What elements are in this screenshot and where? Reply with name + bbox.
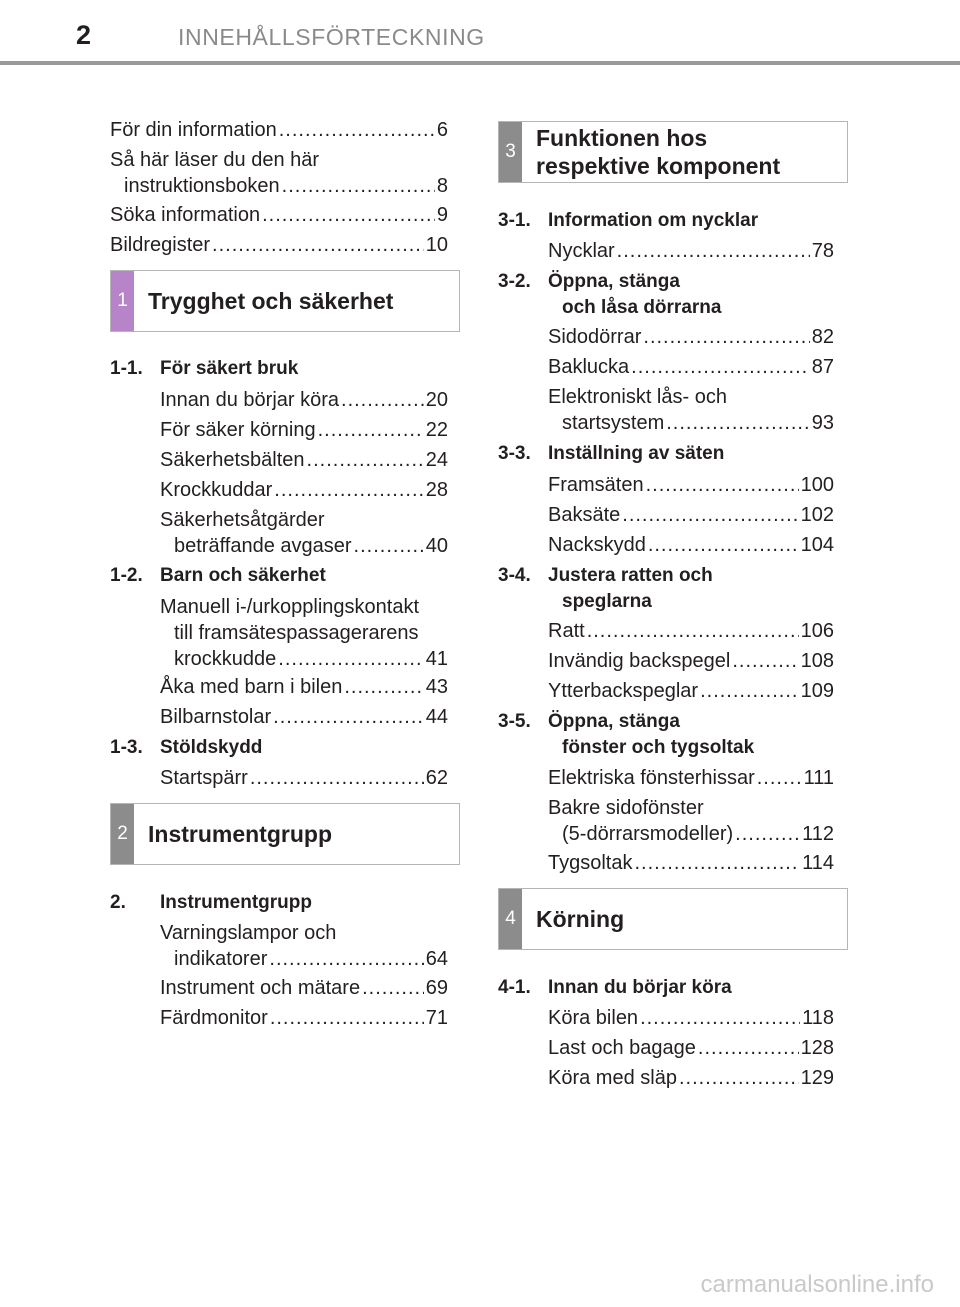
toc-entry[interactable]: Bilbarnstolar ..... 44 — [160, 704, 448, 730]
section-title-1: Trygghet och säkerhet — [148, 288, 394, 314]
toc-entry[interactable]: Säkerhetsåtgärder beträffande avgaser ..... 40 — [160, 507, 448, 559]
toc-entry[interactable]: Instrument och mätare ..... 69 — [160, 975, 448, 1001]
section-header-1[interactable] — [110, 270, 460, 332]
toc-entry[interactable]: Sidodörrar ..... 82 — [548, 324, 834, 350]
toc-entry[interactable]: Last och bagage ..... 128 — [548, 1035, 834, 1061]
section-title-3: Funktionen hos respektive komponent — [536, 125, 781, 179]
section-tab-4: 4 — [499, 889, 522, 949]
section-title-2: Instrumentgrupp — [148, 821, 332, 847]
chapter-heading-3-5: 3-5. Öppna, stänga fönster och tygsoltak — [498, 711, 755, 758]
toc-entry[interactable]: Krockkuddar ..... 28 — [160, 477, 448, 503]
chapter-heading-2: 2. Instrumentgrupp — [110, 892, 312, 913]
toc-entry[interactable]: Färdmonitor ..... 71 — [160, 1005, 448, 1031]
toc-entry[interactable]: Elektroniskt lås- och startsystem ..... 93 — [548, 384, 834, 436]
toc-entry[interactable]: Baksäte ..... 102 — [548, 502, 834, 528]
chapter-heading-1-2: 1-2. Barn och säkerhet — [110, 565, 326, 586]
toc-entry[interactable]: Nycklar ..... 78 — [548, 238, 834, 264]
toc-entry[interactable]: Ratt ..... 106 — [548, 618, 834, 644]
toc-entry[interactable]: Köra med släp ..... 129 — [548, 1065, 834, 1091]
toc-entry-info[interactable]: För din information ..... 6 — [110, 117, 448, 143]
toc-entry[interactable]: Tygsoltak ..... 114 — [548, 850, 834, 876]
toc-entry[interactable]: Invändig backspegel ..... 108 — [548, 648, 834, 674]
section-header-4[interactable] — [498, 888, 848, 950]
toc-entry[interactable]: Manuell i-/urkopplingskontakt till framsätespassagerarens krockkudde ..... 41 — [160, 594, 448, 672]
toc-entry[interactable]: Åka med barn i bilen ..... 43 — [160, 674, 448, 700]
section-tab-2: 2 — [111, 804, 134, 864]
chapter-heading-3-4: 3-4. Justera ratten och speglarna — [498, 565, 713, 612]
toc-entry[interactable]: Elektriska fönsterhissar ..... 111 — [548, 765, 834, 791]
toc-entry[interactable]: Framsäten ..... 100 — [548, 472, 834, 498]
toc-entry[interactable]: Baklucka ..... 87 — [548, 354, 834, 380]
watermark: carmanualsonline.info — [700, 1271, 934, 1298]
toc-entry[interactable]: Köra bilen ..... 118 — [548, 1005, 834, 1031]
header-divider — [0, 61, 960, 65]
toc-entry[interactable]: Innan du börjar köra ..... 20 — [160, 387, 448, 413]
chapter-heading-3-2: 3-2. Öppna, stänga och låsa dörrarna — [498, 271, 722, 318]
toc-entry[interactable]: Säkerhetsbälten ..... 24 — [160, 447, 448, 473]
section-tab-3: 3 — [499, 122, 522, 182]
toc-entry-search[interactable]: Söka information ..... 9 — [110, 202, 448, 228]
section-tab-1: 1 — [111, 271, 134, 331]
toc-entry[interactable]: Varningslampor och indikatorer ..... 64 — [160, 920, 448, 972]
chapter-heading-3-1: 3-1. Information om nycklar — [498, 210, 759, 231]
toc-entry-how-to-read[interactable]: Så här läser du den här instruktionsboken ..... 8 — [110, 147, 448, 199]
page-number: 2 — [76, 20, 92, 50]
toc-entry-picture-index[interactable]: Bildregister ..... 10 — [110, 232, 448, 258]
chapter-heading-1-1: 1-1. För säkert bruk — [110, 358, 299, 379]
page-title: INNEHÅLLSFÖRTECKNING — [178, 24, 485, 50]
section-header-3[interactable] — [498, 121, 848, 183]
toc-entry[interactable]: Ytterbackspeglar ..... 109 — [548, 678, 834, 704]
toc-entry[interactable]: Startspärr ..... 62 — [160, 765, 448, 791]
toc-entry[interactable]: För säker körning ..... 22 — [160, 417, 448, 443]
section-header-2[interactable] — [110, 803, 460, 865]
section-title-4: Körning — [536, 906, 625, 932]
toc-entry[interactable]: Bakre sidofönster (5-dörrarsmodeller) ..... 112 — [548, 795, 834, 847]
chapter-heading-4-1: 4-1. Innan du börjar köra — [498, 977, 732, 998]
toc-entry[interactable]: Nackskydd ..... 104 — [548, 532, 834, 558]
chapter-heading-3-3: 3-3. Inställning av säten — [498, 443, 725, 464]
page-header — [0, 0, 960, 68]
chapter-heading-1-3: 1-3. Stöldskydd — [110, 737, 263, 758]
